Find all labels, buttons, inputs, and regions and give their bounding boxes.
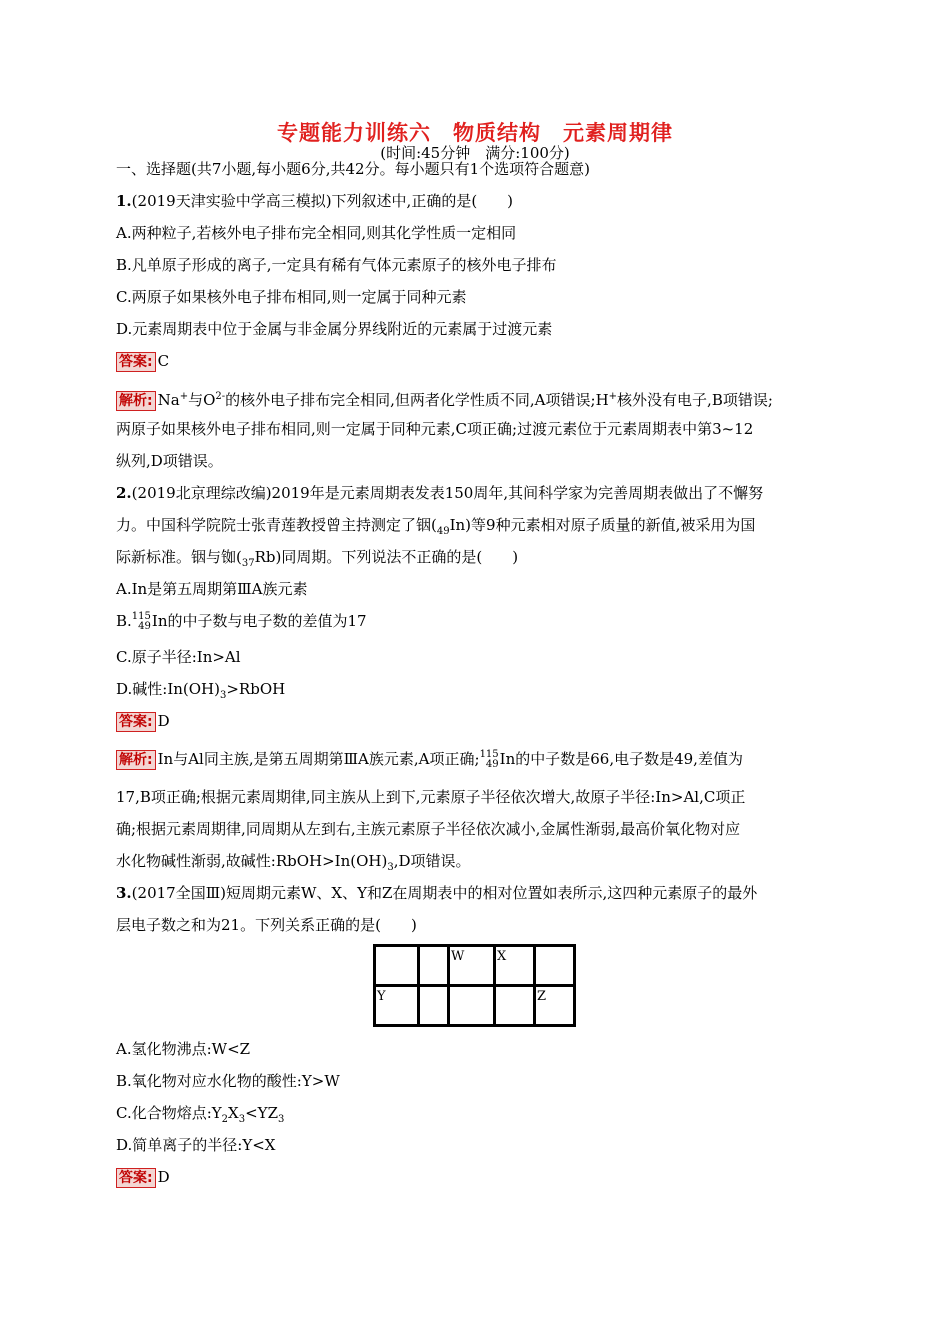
q2-option-d: D.碱性$:In(OH)_3>RbOH$ <box>116 680 286 701</box>
section-heading: 一、选择题(共7小题,每小题6分,共42分。每小题只有1个选项符合题意) <box>116 160 590 178</box>
table-row <box>375 986 575 1026</box>
table-cell <box>375 946 419 986</box>
q1-option-d: D.元素周期表中位于金属与非金属分界线附近的元素属于过渡元素 <box>116 320 553 338</box>
table-cell <box>449 986 495 1026</box>
q2-option-b: B. 115 49 In的中子数与电子数的差值为17 <box>116 611 367 632</box>
answer-tag: 答案: <box>116 1168 156 1188</box>
question-2-stem-line-2: 力。中国科学院院士张青莲教授曾主持测定了铟$(_{49}In)$等9种元素相对原子质量的新值,被采用为国 <box>116 516 756 537</box>
question-3-stem-line-1: 3.(2017全国Ⅲ)短周期元素W、X、Y和Z在周期表中的相对位置如表所示,这四种元素原子的最外 <box>116 884 758 902</box>
question-number: 2. <box>116 484 132 502</box>
q3-answer <box>116 1166 841 1188</box>
page-subtitle: (时间:45分钟 满分:100分) <box>380 144 570 162</box>
answer-value: D <box>157 712 170 730</box>
q2-option-c: C.原子半径:In>Al <box>116 648 241 666</box>
q2-analysis-line-4: 水化物碱性渐弱,故碱性$:RbOH>In(OH)_3,D$项错误。 <box>116 852 471 873</box>
table-cell: X <box>495 946 535 986</box>
question-2-stem-line-1: 2.(2019北京理综改编)2019年是元素周期表发表150周年,其间科学家为完善周期表做出了不懈努 <box>116 484 764 502</box>
q1-answer <box>116 350 841 372</box>
question-3-stem-line-2: 层电子数之和为21。下列关系正确的是( ) <box>116 916 417 934</box>
q2-analysis-line-3: 确;根据元素周期律,同周期从左到右,主族元素原子半径依次减小,金属性渐弱,最高价氧化物对应 <box>116 820 741 838</box>
table-cell <box>419 986 449 1026</box>
table-cell: W <box>449 946 495 986</box>
table-cell: Z <box>535 986 575 1026</box>
q1-option-c: C.两原子如果核外电子排布相同,则一定属于同种元素 <box>116 288 467 306</box>
q3-option-a: A.氢化物沸点:W<Z <box>116 1040 251 1058</box>
question-number: 1. <box>116 192 132 210</box>
answer-value: D <box>157 1168 170 1186</box>
q2-answer <box>116 710 841 732</box>
q3-option-c: C.化合物熔点$:Y_2X_3<YZ_3$ <box>116 1104 285 1125</box>
q1-analysis-line-1: 解析: Na+与$O^{2-}$的核外电子排布完全相同,但两者化学性质不同,A项错误;H+核外没有电子,B项错误; <box>116 386 841 411</box>
question-number: 3. <box>116 884 132 902</box>
table-cell <box>535 946 575 986</box>
page-title: 专题能力训练六 物质结构 元素周期律 <box>277 121 673 145</box>
isotope-notation: 115 49 <box>131 611 151 632</box>
q1-analysis-line-3: 纵列,D项错误。 <box>116 452 223 470</box>
question-1-stem <box>116 190 841 212</box>
answer-tag: 答案: <box>116 712 156 732</box>
periodic-table-fragment <box>373 944 576 1027</box>
answer-value: C <box>157 352 170 370</box>
q2-analysis-line-1: 解析: In与Al同主族,是第五周期第ⅢA族元素,A项正确; 115 49 In的中子数是66,电子数是49,差值为 <box>116 748 841 770</box>
q3-option-d: D.简单离子的半径:Y<X <box>116 1136 276 1154</box>
q2-analysis-line-2: 17,B项正确;根据元素周期律,同主族从上到下,元素原子半径依次增大,故原子半径:In>Al,C项正 <box>116 788 746 806</box>
q1-analysis-line-2: 两原子如果核外电子排布相同,则一定属于同种元素,C项正确;过渡元素位于元素周期表中第3~12 <box>116 420 754 438</box>
question-2-stem-line-3: 际新标准。铟与铷$(_{37}Rb)$同周期。下列说法不正确的是( ) <box>116 548 519 569</box>
q3-option-b: B.氧化物对应水化物的酸性:Y>W <box>116 1072 340 1090</box>
isotope-notation: 115 49 <box>479 749 499 770</box>
table-cell <box>495 986 535 1026</box>
question-text: (2019天津实验中学高三模拟)下列叙述中,正确的是( ) <box>131 192 514 210</box>
table-cell <box>419 946 449 986</box>
table-cell: Y <box>375 986 419 1026</box>
analysis-tag: 解析: <box>116 750 156 770</box>
q1-option-b: B.凡单原子形成的离子,一定具有稀有气体元素原子的核外电子排布 <box>116 256 557 274</box>
q2-option-a: A.In是第五周期第ⅢA族元素 <box>116 580 308 598</box>
table-row <box>375 946 575 986</box>
q1-option-a: A.两种粒子,若核外电子排布完全相同,则其化学性质一定相同 <box>116 224 517 242</box>
answer-tag: 答案: <box>116 352 156 372</box>
analysis-tag: 解析: <box>116 391 156 411</box>
